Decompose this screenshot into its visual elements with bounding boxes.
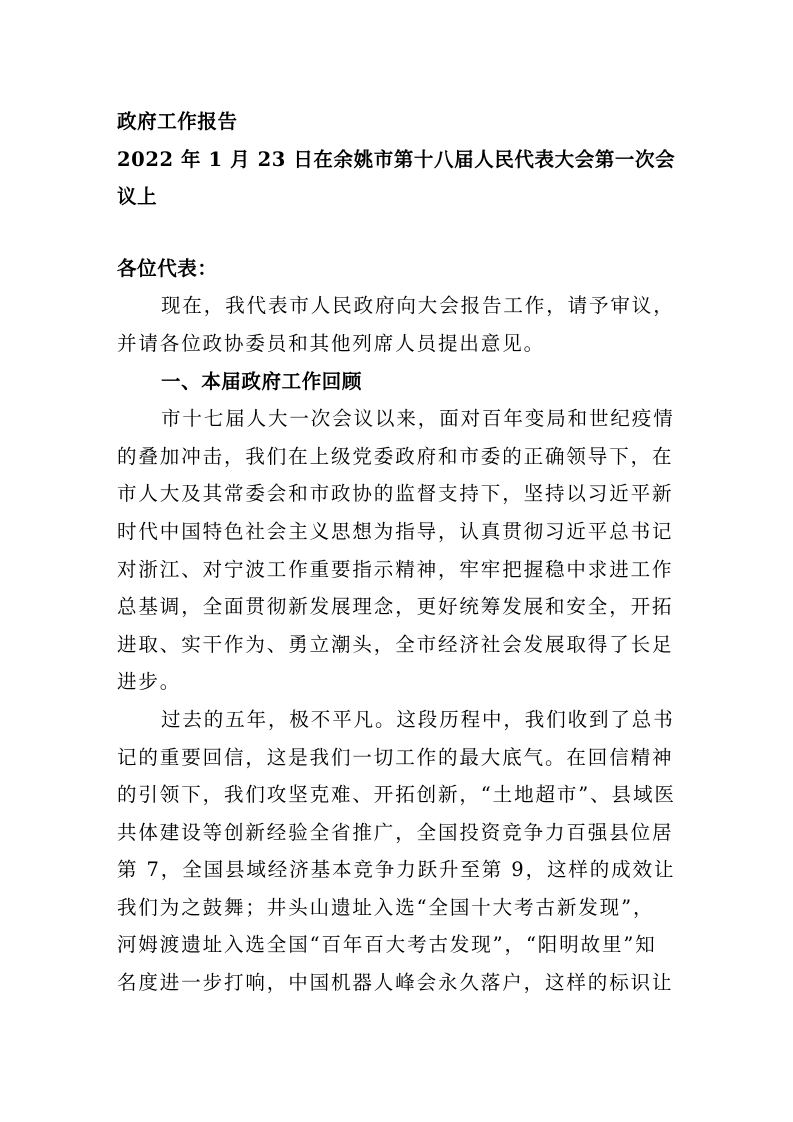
paragraph-line: 共体建设等创新经验全省推广，全国投资竞争力百强县位居 — [117, 820, 674, 844]
body-paragraph-1 — [117, 400, 679, 701]
paragraph-line: 现在，我代表市人民政府向大会报告工作，请予审议， — [161, 294, 675, 318]
paragraph-line: 名度进一步打响，中国机器人峰会永久落户，这样的标识让 — [117, 971, 674, 995]
paragraph-line: 第 7，全国县域经济基本竞争力跃升至第 9，这样的成效让 — [117, 858, 676, 882]
paragraph-line: 市十七届人大一次会议以来，面对百年变局和世纪疫情 — [161, 407, 675, 431]
document-subtitle-line-1: 2022 年 1 月 23 日在余姚市第十八届人民代表大会第一次会 — [117, 147, 676, 171]
salutation: 各位代表： — [117, 256, 218, 280]
paragraph-line: 市人大及其常委会和市政协的监督支持下，坚持以习近平新 — [117, 482, 674, 506]
paragraph-line: 总基调，全面贯彻新发展理念，更好统筹发展和安全，开拓 — [117, 595, 674, 619]
section-heading: 一、本届政府工作回顾 — [161, 369, 363, 393]
paragraph-line: 河姆渡遗址入选全国“百年百大考古发现”，“阳明故里”知 — [117, 933, 657, 957]
paragraph-line: 记的重要回信，这是我们一切工作的最大底气。在回信精神 — [117, 745, 674, 769]
intro-paragraph — [117, 287, 679, 362]
paragraph-line: 对浙江、对宁波工作重要指示精神，牢牢把握稳中求进工作 — [117, 557, 674, 581]
body-paragraph-2 — [117, 701, 679, 1002]
paragraph-line: 过去的五年，极不平凡。这段历程中，我们收到了总书 — [161, 707, 675, 731]
paragraph-line: 进取、实干作为、勇立潮头，全市经济社会发展取得了长足 — [117, 632, 674, 656]
paragraph-line: 我们为之鼓舞；井头山遗址入选“全国十大考古新发现”， — [117, 895, 655, 919]
paragraph-line: 的叠加冲击，我们在上级党委政府和市委的正确领导下，在 — [117, 444, 674, 468]
paragraph-line: 的引领下，我们攻坚克难、开拓创新，“土地超市”、县域医 — [117, 783, 676, 807]
document-title: 政府工作报告 — [117, 110, 238, 133]
document-subtitle-line-2: 议上 — [117, 185, 158, 209]
paragraph-line: 并请各位政协委员和其他列席人员提出意见。 — [117, 331, 546, 355]
document-page — [117, 103, 679, 1002]
paragraph-line: 进步。 — [117, 670, 182, 694]
paragraph-line: 时代中国特色社会主义思想为指导，认真贯彻习近平总书记 — [117, 519, 674, 543]
blank-line — [117, 216, 679, 250]
